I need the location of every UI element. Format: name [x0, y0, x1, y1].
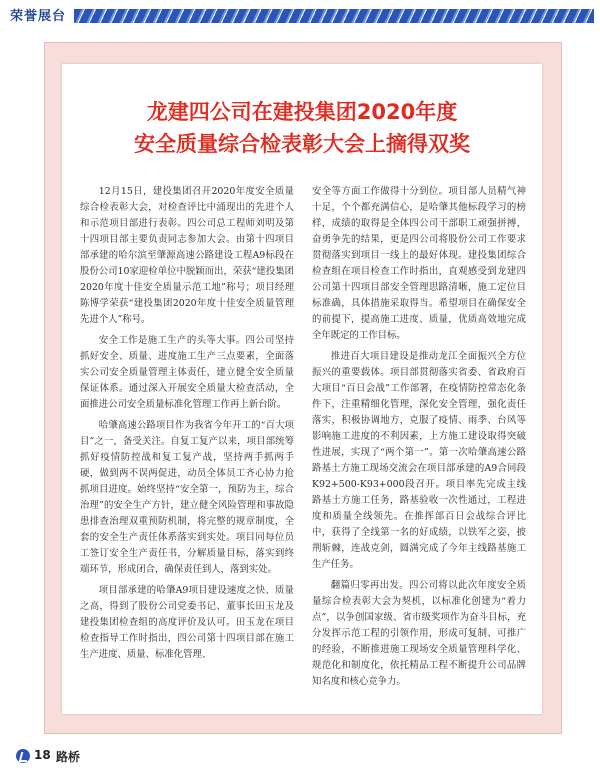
section-title: 荣誉展台: [10, 9, 67, 24]
magazine-logo-icon: [16, 749, 30, 763]
paragraph: 安全工作是施工生产的头等大事。四公司坚持抓好安全、质量、进度施工生产三点要素，全面落实公司安全质量管理主体责任，建立健全安全质量保证体系。通过深入开展安全质量大检查活动，全面推进公司安全质量标准化管理工作再上新台阶。: [80, 335, 294, 410]
right-column: [312, 184, 526, 695]
title-line-1: 龙建四公司在建投集团2020年度: [146, 100, 458, 124]
article-title: [62, 96, 542, 160]
paragraph: 安全等方面工作做得十分到位。项目部人员精气神十足，个个都充满信心，是哈肇其他标段学习的榜样，成绩的取得是全体四公司干部职工顽强拼搏，奋勇争先的结果，更是四公司将股份公司工作要求贯彻落实到项目一线上的最好体现。建投集团综合检查组在项目检查工作时指出，直观感受到龙建四公司第十四项目部安全管理思路清晰，施工定位目标准确，具体措施采取得当。希望项目在确保安全的前提下，提高施工进度、质量，优质高效地完成全年既定的工作目标。: [312, 186, 526, 341]
page-number: 18: [34, 748, 51, 762]
header-stripe-decoration: [74, 9, 594, 23]
title-line-2: 安全质量综合检表彰大会上摘得双奖: [134, 132, 470, 156]
left-column: [80, 184, 294, 668]
paragraph: 哈肇高速公路项目作为我省今年开工的“百大项目”之一，备受关注。自复工复产以来，项目部统筹抓好疫情防控战和复工复产战，坚持两手抓两手硬，做到两不误两促进，动员全体员工齐心协力抢抓项目进度。始终坚持“安全第一，预防为主，综合治理”的安全生产方针，建立健全风险管理和事故隐患排查治理双重预防机制，将完整的规章制度，全套的安全生产责任体系落实到实处。项目同每位员工签订安全生产责任书，分解质量目标，落实到终端环节，形成闭合，确保责任到人，落到实处。: [80, 420, 294, 575]
section-header: [0, 0, 600, 28]
article-body: [80, 184, 524, 704]
paragraph: 翻篇归零再出发。四公司将以此次年度安全质量综合检表彰大会为契机，以标准化创建为“着力点”，以争创国家级、省市级奖项作为奋斗目标，充分发挥示范工程的引领作用，形成可复制、可推广的经验，不断推进施工现场安全质量管理科学化、规范化和制度化，依托精品工程不断提升公司品牌知名度和核心竞争力。: [312, 580, 526, 687]
paragraph: 项目部承建的哈肇A9项目建设速度之快、质量之高，得到了股份公司党委书记、董事长田玉龙及建投集团检查组的高度评价及认可。田玉龙在项目检查指导工作时指出，四公司第十四项目部在施工生产进度、质量、标准化管理、: [80, 585, 294, 660]
paragraph: 推进百大项目建设是推动龙江全面振兴全方位振兴的重要载体。项目部贯彻落实省委、省政府百大项目“百日会战”工作部署，在疫情防控常态化条件下，注重精细化管理，深化安全管理，强化责任落实，积极协调地方，克服了疫情、雨季、台风等影响施工进度的不利因素，上方施工建设取得突破性进展，实现了“两个第一”。第一次哈肇高速公路路基土方施工现场交流会在项目部承建的A9合同段K92+500-K93+000段召开。项目率先完成主线路基土方施工任务，路基验收一次性通过，工程进度和质量全线领先。在推挥部百日会战综合评比中，获得了全线第一名的好成绩，以铁军之姿，披荆斩棘，连战克剑，圆满完成了今年主线路基施工生产任务。: [312, 351, 526, 570]
paragraph: 12月15日，建投集团召开2020年度安全质量综合检表彰大会，对检查评比中涌现出的先进个人和示范项目部进行表彰。四公司总工程师刘明及第十四项目部主要负责同志参加大会。由第十四项目部承建的哈尔滨至肇源高速公路建设工程A9标段在股份公司10家迎检单位中脱颖而出，荣获“建投集团2020年度十佳安全质量示范工地”称号；项目经理陈博学荣获“建投集团2020年度十佳安全质量管理先进个人”称号。: [80, 186, 294, 325]
magazine-name: 路桥: [56, 750, 81, 764]
